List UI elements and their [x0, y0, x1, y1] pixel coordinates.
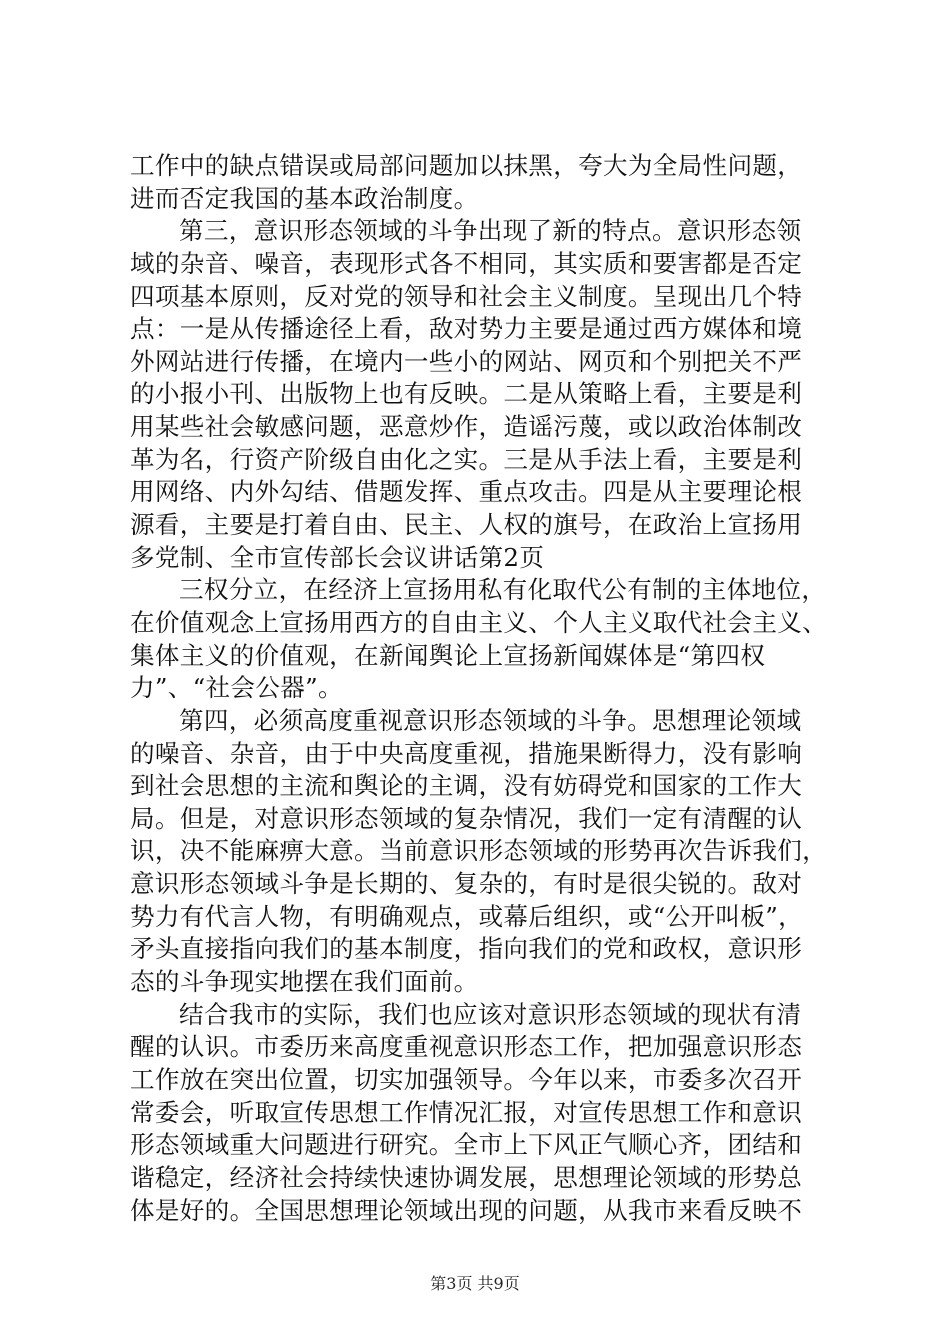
- text-line: 局。但是，对意识形态领域的复杂情况，我们一定有清醒的认: [130, 803, 803, 833]
- text-line: 意识形态领域斗争是长期的、复杂的，有时是很尖锐的。敌对: [130, 869, 803, 899]
- text-line: 体是好的。全国思想理论领域出现的问题，从我市来看反映不: [130, 1195, 803, 1225]
- text-line: 多党制、全市宣传部长会议讲话第2页: [130, 542, 545, 572]
- text-line: 外网站进行传播，在境内一些小的网站、网页和个别把关不严: [130, 346, 803, 376]
- paragraph-start-line: 第三，意识形态领域的斗争出现了新的特点。意识形态领: [179, 216, 802, 246]
- text-line: 矛头直接指向我们的基本制度，指向我们的党和政权，意识形: [130, 934, 803, 964]
- text-line: 革为名，行资产阶级自由化之实。三是从手法上看，主要是利: [130, 444, 803, 474]
- text-line: 工作放在突出位置，切实加强领导。今年以来，市委多次召开: [130, 1064, 803, 1094]
- paragraph-start-line: 第四，必须高度重视意识形态领域的斗争。思想理论领域: [179, 705, 802, 735]
- text-line: 常委会，听取宣传思想工作情况汇报，对宣传思想工作和意识: [130, 1097, 803, 1127]
- document-body: [130, 150, 830, 1227]
- text-line: 到社会思想的主流和舆论的主调，没有妨碍党和国家的工作大: [130, 771, 803, 801]
- text-line: 用网络、内外勾结、借题发挥、重点攻击。四是从主要理论根: [130, 477, 803, 507]
- text-line: 域的杂音、噪音，表现形式各不相同，其实质和要害都是否定: [130, 248, 803, 278]
- paragraph-start-line: 三权分立，在经济上宣扬用私有化取代公有制的主体地位，: [179, 575, 827, 605]
- paragraph-start-line: 结合我市的实际，我们也应该对意识形态领域的现状有清: [179, 999, 802, 1029]
- text-line: 用某些社会敏感问题，恶意炒作，造谣污蔑，或以政治体制改: [130, 412, 803, 442]
- text-line: 谐稳定，经济社会持续快速协调发展，思想理论领域的形势总: [130, 1162, 803, 1192]
- text-line: 识，决不能麻痹大意。当前意识形态领域的形势再次告诉我们，: [130, 836, 828, 866]
- text-line: 醒的认识。市委历来高度重视意识形态工作，把加强意识形态: [130, 1032, 803, 1062]
- text-line: 势力有代言人物，有明确观点，或幕后组织，或“公开叫板”，: [130, 901, 803, 931]
- text-line: 进而否定我国的基本政治制度。: [130, 183, 479, 213]
- text-line: 四项基本原则，反对党的领导和社会主义制度。呈现出几个特: [130, 281, 803, 311]
- text-line: 集体主义的价值观，在新闻舆论上宣扬新闻媒体是“第四权: [130, 640, 766, 670]
- text-line: 形态领域重大问题进行研究。全市上下风正气顺心齐，团结和: [130, 1130, 803, 1160]
- text-line: 点：一是从传播途径上看，敌对势力主要是通过西方媒体和境: [130, 314, 803, 344]
- text-line: 在价值观念上宣扬用西方的自由主义、个人主义取代社会主义、: [130, 607, 828, 637]
- page-number-footer: 第3页 共9页: [430, 1274, 520, 1293]
- text-line: 力”、“社会公器”。: [130, 673, 343, 703]
- text-line: 的噪音、杂音，由于中央高度重视，措施果断得力，没有影响: [130, 738, 803, 768]
- text-line: 源看，主要是打着自由、民主、人权的旗号，在政治上宣扬用: [130, 510, 803, 540]
- text-line: 工作中的缺点错误或局部问题加以抹黑，夸大为全局性问题，: [130, 151, 803, 180]
- text-line: 的小报小刊、出版物上也有反映。二是从策略上看，主要是利: [130, 379, 803, 409]
- text-line: 态的斗争现实地摆在我们面前。: [130, 967, 479, 997]
